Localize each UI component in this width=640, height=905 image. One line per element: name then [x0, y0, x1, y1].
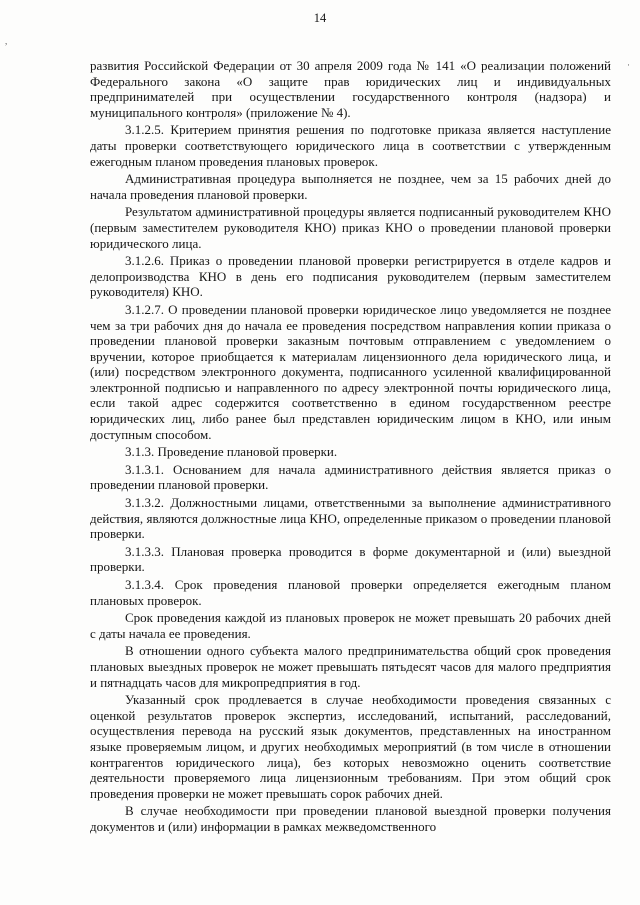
- paragraph-small-business: В отношении одного субъекта малого предпринимательства общий срок проведения плановых выездных проверок не может превышать пятьдесят часов для малого предприятия и пятнадцать часов для микропредприятия в год.: [90, 643, 611, 690]
- scan-mark-dot: ·: [627, 60, 630, 70]
- paragraph-3-1-2-5: 3.1.2.5. Критерием принятия решения по подготовке приказа является наступление даты проверки соответствующего юридического лица в соответствии с утвержденным ежегодным планом проведения плановых проверок.: [90, 122, 611, 169]
- paragraph-3-1-2-6: 3.1.2.6. Приказ о проведении плановой проверки регистрируется в отделе кадров и делопроизводства КНО в день его подписания руководителем (первым заместителем руководителя) КНО.: [90, 253, 611, 300]
- paragraph-3-1-3-1: 3.1.3.1. Основанием для начала административного действия является приказ о проведении плановой проверки.: [90, 461, 611, 493]
- paragraph-3-1-3: 3.1.3. Проведение плановой проверки.: [125, 444, 338, 460]
- paragraph-extension: Указанный срок продлевается в случае необходимости проведения связанных с оценкой результатов проверок экспертиз, исследований, испытаний, расследований, осуществления перевода на русский язык документов, представленных на иностранном языке проверяемым лицом, и других необходимых мероприятий (в том числе в отношении контрагентов юридического лица), без которых невозможно оценить соответствие деятельности проверяемого лица лицензионным требованиям. При этом общий срок проведения проверки не может превышать сорок рабочих дней.: [90, 692, 611, 801]
- paragraph-result: Результатом административной процедуры является подписанный руководителем КНО (первым заместителем руководителя КНО) приказ КНО о проведении плановой проверки юридического лица.: [90, 204, 611, 251]
- paragraph-interagency: В случае необходимости при проведении плановой выездной проверки получения документов и (или) информации в рамках межведомственного: [90, 803, 611, 834]
- paragraph-3-1-3-2: 3.1.3.2. Должностными лицами, ответственными за выполнение административного действия, являются должностные лица КНО, определенные приказом о проведении плановой проверки.: [90, 495, 611, 542]
- page-number: 14: [313, 11, 327, 25]
- paragraph-3-1-3-3: 3.1.3.3. Плановая проверка проводится в форме документарной и (или) выездной проверки.: [90, 543, 611, 575]
- paragraph-deadline: Административная процедура выполняется не позднее, чем за 15 рабочих дней до начала проведения плановой проверки.: [90, 171, 611, 202]
- paragraph-3-1-2-7: 3.1.2.7. О проведении плановой проверки юридическое лицо уведомляется не позднее чем за три рабочих дня до начала ее проведения посредством направления копии приказа о проведении плановой проверки заказным почтовым отправлением с уведомлением о вручении, которое приобщается к материалам лицензионного дела юридического лица, и (или) посредством электронного документа, подписанного усиленной квалифицированной электронной подписью и направленного по адресу электронной почты юридического лица, если такой адрес содержится соответственно в едином государственном реестре юридических лиц, либо ранее был представлен юридическим лицом в КНО, или иным доступным способом.: [90, 301, 611, 442]
- document-body: [90, 58, 611, 837]
- paragraph-3-1-3-4: 3.1.3.4. Срок проведения плановой проверки определяется ежегодным планом плановых проверок.: [90, 577, 611, 608]
- paragraph-continuation: развития Российской Федерации от 30 апреля 2009 года № 141 «О реализации положений Федерального закона «О защите прав юридических лиц и индивидуальных предпринимателей при осуществлении государственного контроля (надзора) и муниципального контроля» (приложение № 4).: [90, 58, 611, 120]
- paragraph-duration: Срок проведения каждой из плановых проверок не может превышать 20 рабочих дней с даты начала ее проведения.: [90, 610, 611, 641]
- scan-mark-dot: ,: [5, 36, 8, 46]
